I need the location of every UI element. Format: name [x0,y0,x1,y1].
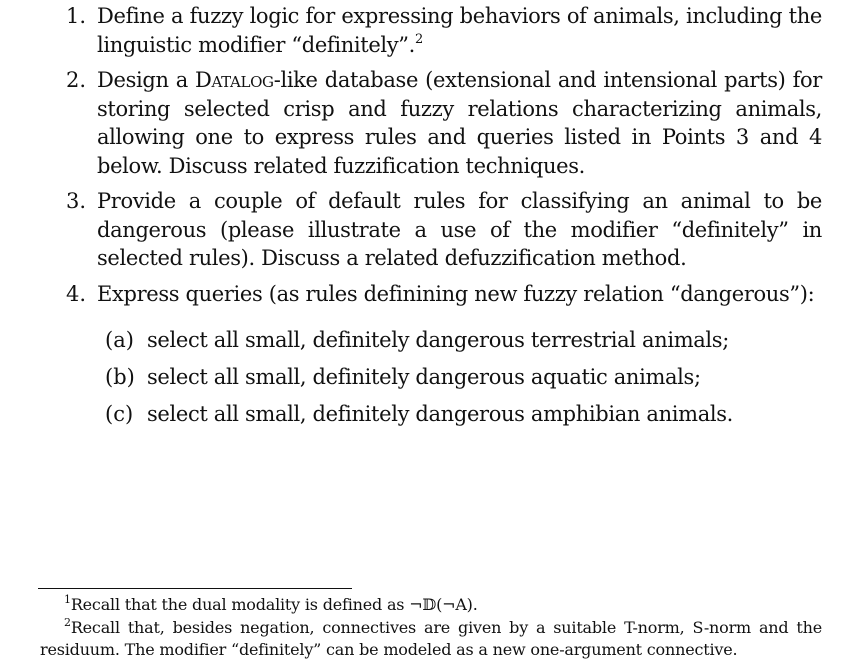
footnote-text: Recall that the dual modality is defined as ¬𝔻(¬A). [70,595,478,614]
list-item-number: 2. [66,68,87,92]
sublist-item [0,400,847,430]
list-item-text [97,66,822,180]
sublist-item [0,326,847,356]
footnote [40,594,822,617]
footnote [40,617,822,662]
sublist-item-text: select all small, definitely dangerous aquatic animals; [147,365,701,389]
sublist-item [0,363,847,393]
sublist-item-text: select all small, definitely dangerous amphibian animals. [147,402,733,426]
datalog-term: Datalog [195,68,274,92]
list-item-text-prefix: Design a [97,68,196,92]
list-item-text [97,2,822,59]
footnote-reference: 2 [415,31,423,47]
footnote-text: Recall that, besides negation, connectives are given by a suitable T-norm, S-norm and the residuum. The modifier “definitely” can be modeled as a new one-argument connective. [40,617,822,659]
list-item-text-content: Define a fuzzy logic for expressing behaviors of animals, including the linguistic modifier “definitely”. [97,4,822,57]
sublist-item-label: (a) [105,328,134,352]
footnotes [40,594,822,662]
footnote-rule [38,588,352,589]
footnote-mark: 2 [64,615,71,629]
sublist-item-label: (c) [105,402,134,426]
list-item-number: 4. [66,282,87,306]
sublist-item-text: select all small, definitely dangerous terrestrial animals; [147,328,729,352]
footnote-mark: 1 [64,593,71,606]
list-item-number: 3. [66,189,87,213]
list-item-text: Provide a couple of default rules for classifying an animal to be dangerous (please illustrate a use of the modifier “definitely” in selected rules). Discuss a related defuzzification method. [97,189,822,270]
list-item-text: Express queries (as rules definining new fuzzy relation “dangerous”): [97,282,815,306]
sublist-item-label: (b) [105,365,135,389]
list-item-text-suffix: -like database (extensional and intensional parts) for storing selected crisp and fuzzy relations characterizing animals, allowing one to express rules and queries listed in Points 3 and 4 below. Discuss related fuzzification techniques. [97,68,822,178]
list-item-number: 1. [66,4,87,28]
